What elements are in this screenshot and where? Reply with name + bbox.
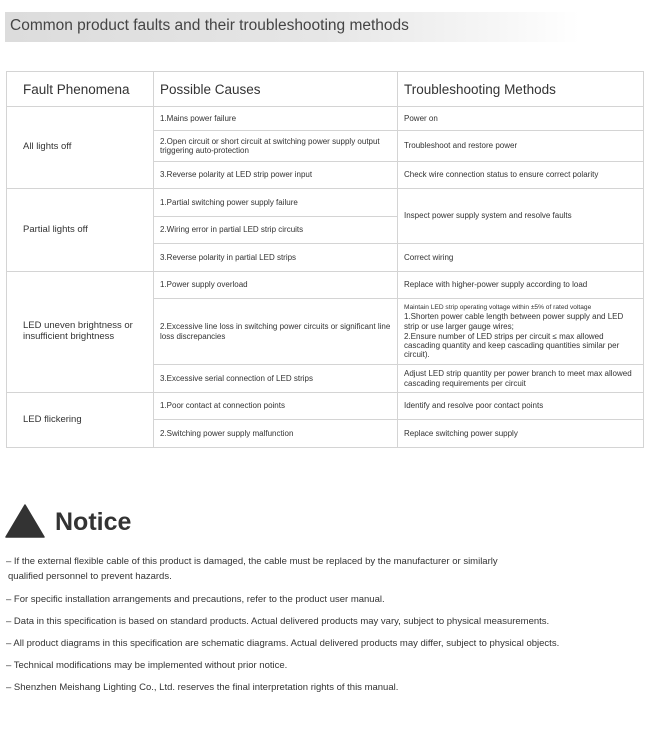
method-cell: Adjust LED strip quantity per power branch to meet max allowed cascading requirements per circuit [398,365,644,393]
cause-cell: 1.Poor contact at connection points [154,393,398,420]
section-title-bar [5,12,580,42]
cause-cell: 2.Excessive line loss in switching power circuits or significant line loss discrepancies [154,299,398,365]
cause-cell: 2.Open circuit or short circuit at switching power supply output triggering auto-protection [154,131,398,162]
notice-item: – Data in this specification is based on standard products. Actual delivered products may vary, subject to physical measurements. [6,616,550,627]
cause-cell: 2.Switching power supply malfunction [154,420,398,448]
fault-cell: All lights off [7,107,154,189]
method-line: Maintain LED strip operating voltage within ±5% of rated voltage [404,303,592,311]
method-cell: Identify and resolve poor contact points [398,393,644,420]
method-cell: Power on [398,107,644,131]
fault-cell: LED uneven brightness or insufficient brightness [7,272,154,393]
notice-item: – Technical modifications may be implemented without prior notice. [6,660,288,671]
cause-cell: 3.Reverse polarity at LED strip power input [154,162,398,189]
cause-cell: 2.Wiring error in partial LED strip circuits [154,217,398,244]
method-cell: Replace with higher-power supply according to load [398,272,644,299]
notice-item: – For specific installation arrangements and precautions, refer to the product user manual. [6,594,385,605]
cause-cell: 1.Mains power failure [154,107,398,131]
method-cell: Troubleshoot and restore power [398,131,644,162]
method-cell: Correct wiring [398,244,644,272]
faults-table [6,71,644,448]
cause-cell: 3.Reverse polarity in partial LED strips [154,244,398,272]
warning-triangle-icon [5,504,45,538]
notice-item: – Shenzhen Meishang Lighting Co., Ltd. reserves the final interpretation rights of this manual. [6,682,399,693]
notice-item: – If the external flexible cable of this product is damaged, the cable must be replaced by the manufacturer or similarly [6,556,498,567]
fault-cell: Partial lights off [7,189,154,272]
table-row [7,393,644,420]
notice-item: – All product diagrams in this specification are schematic diagrams. Actual delivered products may differ, subject to physical objects. [6,638,560,649]
table-row [7,272,644,299]
method-cell: Check wire connection status to ensure correct polarity [398,162,644,189]
header-causes: Possible Causes [154,72,398,107]
method-cell [398,299,644,365]
method-line: 2.Ensure number of LED strips per circuit ≤ max allowed cascading quantity and keep cascading quantities similar per circuit). [404,331,620,360]
method-cell: Replace switching power supply [398,420,644,448]
header-methods: Troubleshooting Methods [398,72,644,107]
header-fault: Fault Phenomena [7,72,154,107]
section-title: Common product faults and their troubleshooting methods [10,17,409,34]
table-row [7,107,644,131]
cause-cell: 1.Partial switching power supply failure [154,189,398,217]
method-cell: Inspect power supply system and resolve faults [398,189,644,244]
method-line: 1.Shorten power cable length between power supply and LED strip or use larger gauge wires; [404,312,624,331]
notice-title: Notice [55,508,132,536]
fault-cell: LED flickering [7,393,154,448]
table-row [7,189,644,217]
table-header-row [7,72,644,107]
notice-item: qualified personnel to prevent hazards. [8,571,172,582]
cause-cell: 1.Power supply overload [154,272,398,299]
cause-cell: 3.Excessive serial connection of LED strips [154,365,398,393]
